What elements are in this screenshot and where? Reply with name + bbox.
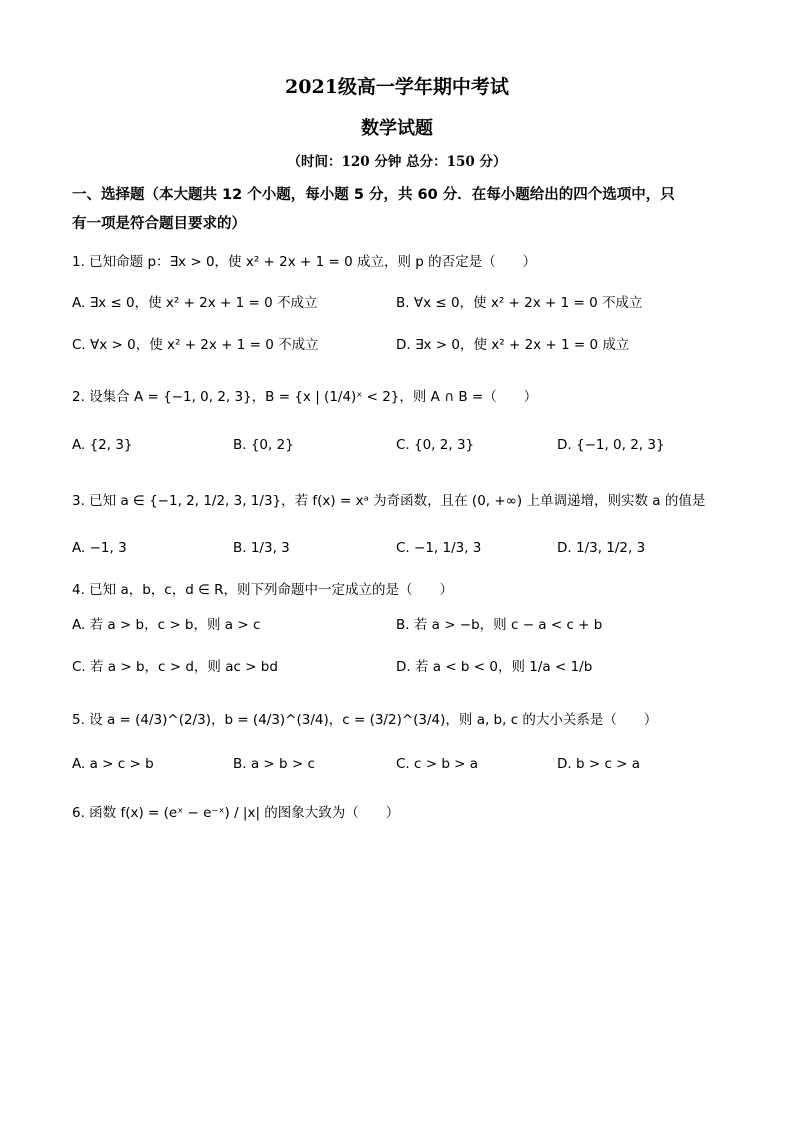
question-6-stem: 6. 函数 f(x) = (eˣ − e⁻ˣ) / |x| 的图象大致为（ ） bbox=[72, 805, 400, 821]
question-4-option-a: A. 若 a > b，c > b，则 a > c bbox=[72, 617, 261, 633]
question-1-stem: 1. 已知命题 p：∃x > 0，使 x² + 2x + 1 = 0 成立，则 p 的否定是（ ） bbox=[72, 254, 537, 270]
question-4-option-d: D. 若 a < b < 0，则 1/a < 1/b bbox=[396, 659, 593, 675]
question-5-option-d: D. b > c > a bbox=[557, 756, 641, 772]
question-3-option-b: B. 1/3, 3 bbox=[233, 540, 290, 556]
question-2-option-c: C. {0, 2, 3} bbox=[396, 437, 475, 453]
exam-meta: （时间：120 分钟 总分：150 分） bbox=[287, 154, 507, 170]
question-3-option-d: D. 1/3, 1/2, 3 bbox=[557, 540, 646, 556]
section-heading-line2: 有一项是符合题目要求的） bbox=[72, 216, 246, 232]
question-2-option-d: D. {−1, 0, 2, 3} bbox=[557, 437, 665, 453]
question-3-option-c: C. −1, 1/3, 3 bbox=[396, 540, 482, 556]
question-3-stem: 3. 已知 a ∈ {−1, 2, 1/2, 3, 1/3}，若 f(x) = xᵃ 为奇函数，且在 (0, +∞) 上单调递增，则实数 a 的值是 bbox=[72, 493, 706, 509]
question-5-option-c: C. c > b > a bbox=[396, 756, 479, 772]
question-1-option-c: C. ∀x > 0，使 x² + 2x + 1 = 0 不成立 bbox=[72, 337, 319, 353]
question-5-option-b: B. a > b > c bbox=[233, 756, 315, 772]
question-2-option-a: A. {2, 3} bbox=[72, 437, 133, 453]
question-1-option-d: D. ∃x > 0，使 x² + 2x + 1 = 0 成立 bbox=[396, 337, 630, 353]
question-5-stem: 5. 设 a = (4/3)^(2/3)，b = (4/3)^(3/4)，c = (3/2)^(3/4)，则 a, b, c 的大小关系是（ ） bbox=[72, 712, 658, 728]
question-4-option-b: B. 若 a > −b，则 c − a < c + b bbox=[396, 617, 603, 633]
question-1-option-b: B. ∀x ≤ 0，使 x² + 2x + 1 = 0 不成立 bbox=[396, 295, 643, 311]
question-1-option-a: A. ∃x ≤ 0，使 x² + 2x + 1 = 0 不成立 bbox=[72, 295, 318, 311]
question-4-option-c: C. 若 a > b，c > d，则 ac > bd bbox=[72, 659, 278, 675]
question-2-option-b: B. {0, 2} bbox=[233, 437, 294, 453]
question-3-option-a: A. −1, 3 bbox=[72, 540, 127, 556]
page-subtitle: 数学试题 bbox=[361, 118, 433, 139]
question-2-stem: 2. 设集合 A = {−1, 0, 2, 3}，B = {x | (1/4)ˣ < 2}，则 A ∩ B =（ ） bbox=[72, 389, 538, 405]
section-heading-line1: 一、选择题（本大题共 12 个小题，每小题 5 分，共 60 分．在每小题给出的四个选项中，只 bbox=[72, 187, 675, 203]
question-4-stem: 4. 已知 a，b，c，d ∈ R，则下列命题中一定成立的是（ ） bbox=[72, 582, 454, 598]
page-title: 2021级高一学年期中考试 bbox=[285, 76, 509, 98]
question-5-option-a: A. a > c > b bbox=[72, 756, 154, 772]
